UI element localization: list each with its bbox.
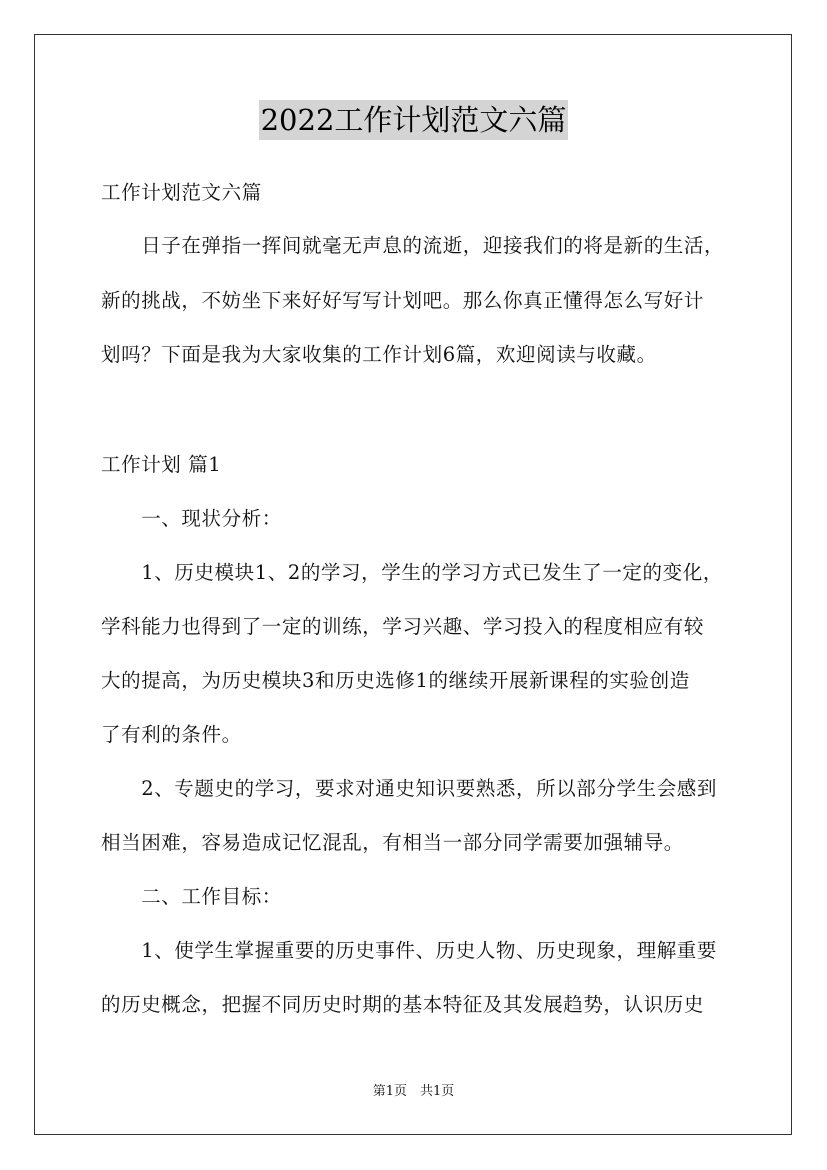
paragraph-line: 2、专题史的学习，要求对通史知识要熟悉，所以部分学生会感到	[101, 777, 718, 800]
paragraph-line: 新的挑战，不妨坐下来好好写写计划吧。那么你真正懂得怎么写好计	[101, 289, 705, 312]
section-heading: 工作计划范文六篇	[101, 181, 262, 204]
paragraph-line: 划吗？下面是我为大家收集的工作计划6篇，欢迎阅读与收藏。	[101, 343, 657, 366]
title-container	[0, 100, 827, 140]
paragraph-line: 1、使学生掌握重要的历史事件、历史人物、历史现象，理解重要	[101, 939, 718, 962]
paragraph-line: 相当困难，容易造成记忆混乱，有相当一部分同学需要加强辅导。	[101, 831, 684, 854]
paragraph-line: 大的提高，为历史模块3和历史选修1的继续开展新课程的实验创造	[101, 669, 690, 692]
page-footer: 第1页 共1页	[372, 1084, 455, 1099]
paragraph-line: 日子在弹指一挥间就毫无声息的流逝，迎接我们的将是新的生活，	[101, 234, 725, 257]
subheading: 二、工作目标：	[101, 885, 282, 908]
subheading: 一、现状分析：	[101, 507, 282, 530]
paragraph-line: 1、历史模块1、2的学习，学生的学习方式已发生了一定的变化，	[101, 561, 723, 584]
paragraph-line: 的历史概念，把握不同历史时期的基本特征及其发展趋势，认识历史	[101, 993, 705, 1016]
paragraph-line: 了有利的条件。	[101, 723, 242, 746]
paragraph-line: 学科能力也得到了一定的训练，学习兴趣、学习投入的程度相应有较	[101, 615, 705, 638]
document-title: 2022工作计划范文六篇	[259, 100, 569, 140]
section-heading: 工作计划 篇1	[101, 453, 222, 476]
